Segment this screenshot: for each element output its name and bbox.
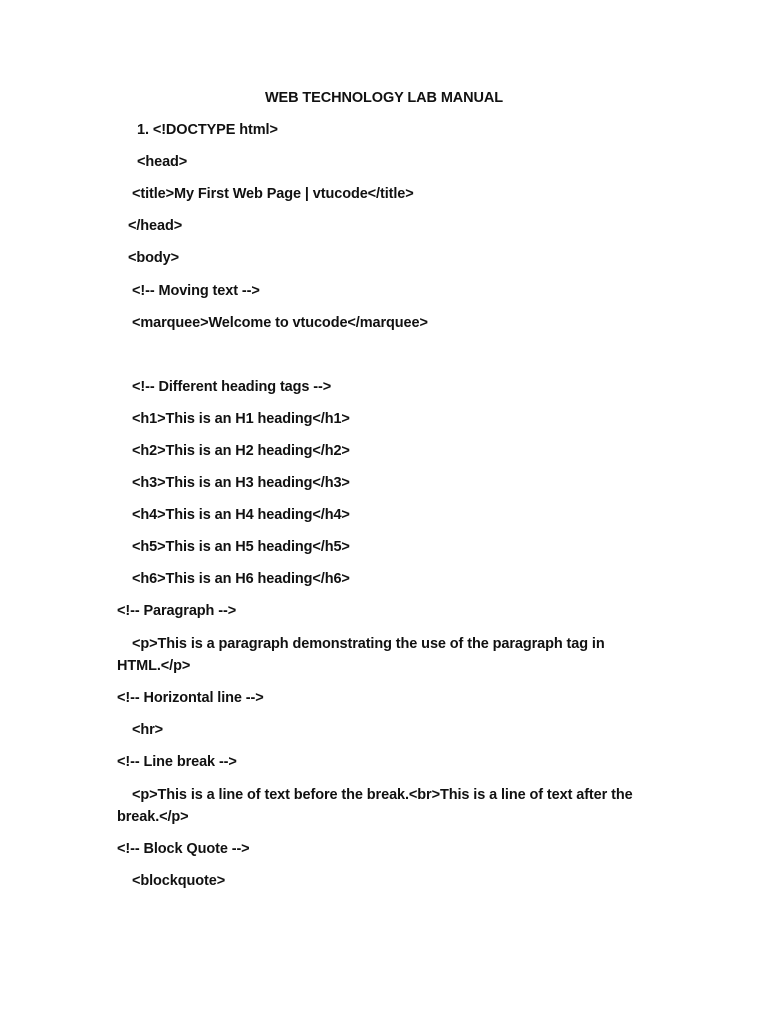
code-line-title: <title>My First Web Page | vtucode</title>	[132, 186, 414, 202]
code-line-head-open: <head>	[137, 154, 188, 170]
code-line-h4: <h4>This is an H4 heading</h4>	[132, 507, 350, 523]
code-line-h5: <h5>This is an H5 heading</h5>	[132, 539, 350, 555]
code-line-paragraph-wrap: HTML.</p>	[117, 658, 191, 674]
code-line-hr: <hr>	[132, 722, 164, 738]
code-line-comment-blockquote: <!-- Block Quote -->	[117, 841, 250, 857]
code-line-comment-line-break: <!-- Line break -->	[117, 754, 237, 770]
code-line-comment-paragraph: <!-- Paragraph -->	[117, 603, 237, 619]
code-line-line-break-wrap: break.</p>	[117, 809, 189, 825]
code-line-marquee: <marquee>Welcome to vtucode</marquee>	[132, 315, 428, 331]
code-line-blockquote: <blockquote>	[132, 873, 226, 889]
code-line-doctype: 1. <!DOCTYPE html>	[137, 122, 278, 138]
code-line-h2: <h2>This is an H2 heading</h2>	[132, 443, 350, 459]
code-line-comment-hr: <!-- Horizontal line -->	[117, 690, 264, 706]
document-title: WEB TECHNOLOGY LAB MANUAL	[264, 90, 504, 106]
code-line-comment-moving-text: <!-- Moving text -->	[132, 283, 260, 299]
code-line-line-break: <p>This is a line of text before the break.<br>This is a line of text after the	[132, 787, 633, 803]
code-line-h3: <h3>This is an H3 heading</h3>	[132, 475, 350, 491]
code-line-h6: <h6>This is an H6 heading</h6>	[132, 571, 350, 587]
code-line-body-open: <body>	[128, 250, 179, 266]
code-line-head-close: </head>	[128, 218, 183, 234]
code-line-h1: <h1>This is an H1 heading</h1>	[132, 411, 350, 427]
code-line-paragraph: <p>This is a paragraph demonstrating the use of the paragraph tag in	[132, 636, 605, 652]
code-line-comment-headings: <!-- Different heading tags -->	[132, 379, 332, 395]
